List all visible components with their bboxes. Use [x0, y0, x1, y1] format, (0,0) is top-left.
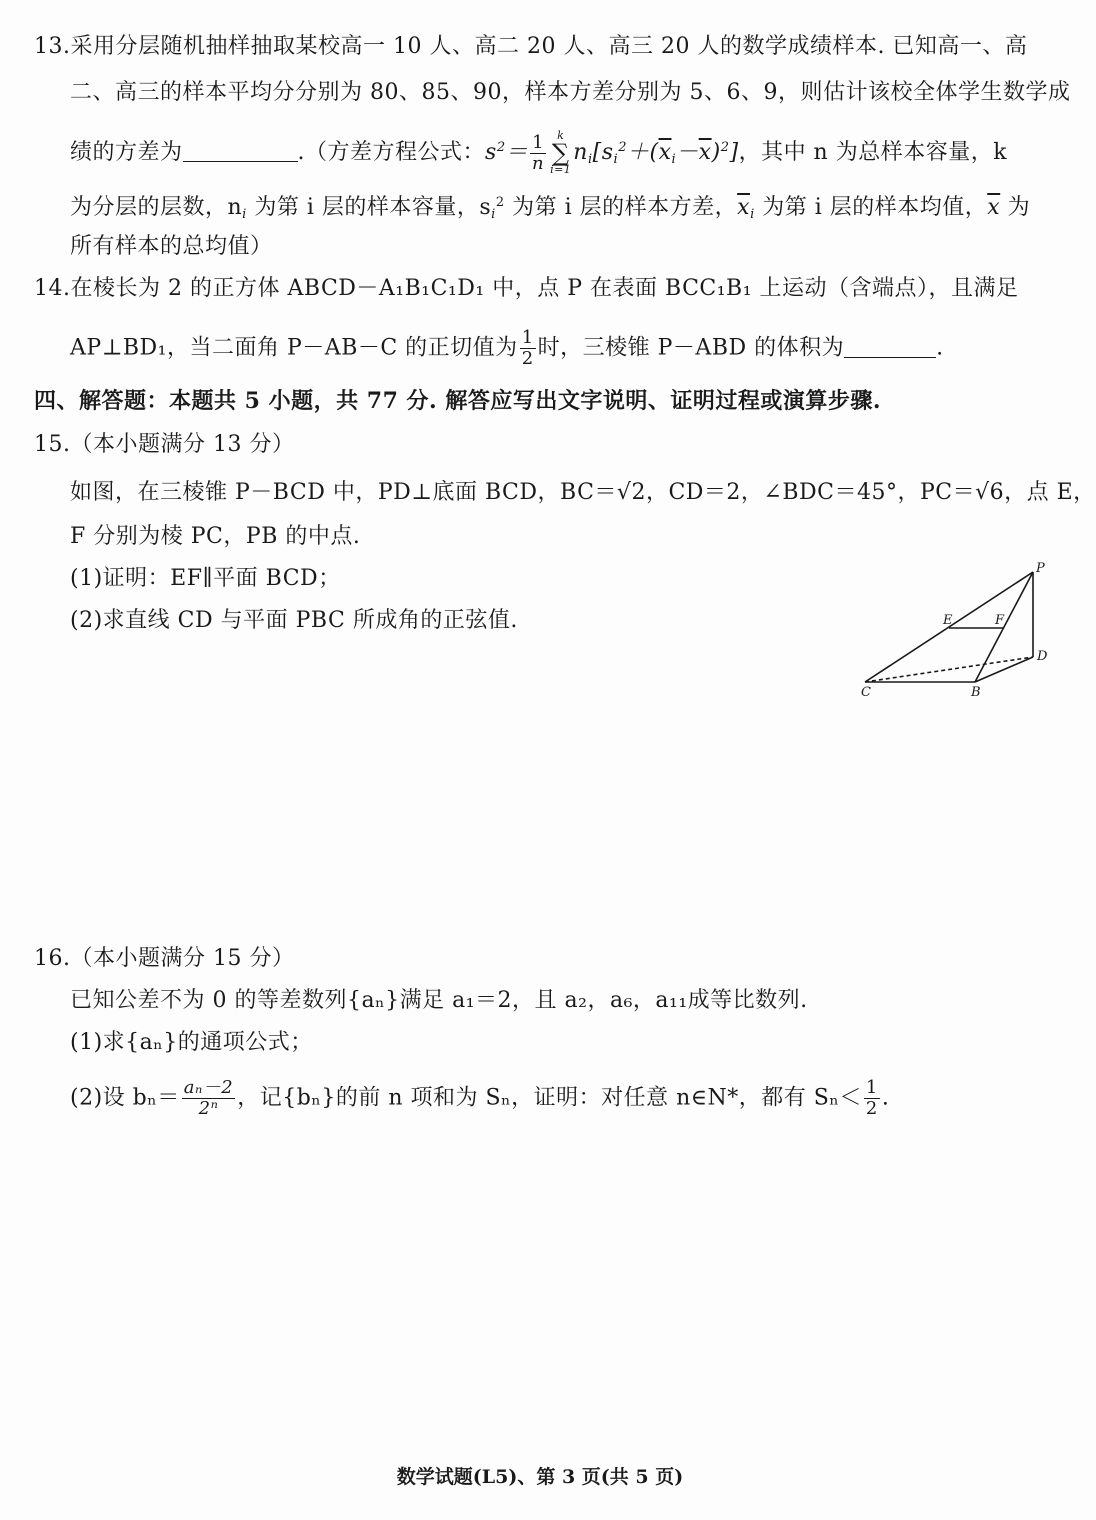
x-bar: $\overline{x}$ — [987, 195, 1001, 220]
q13-text-4e: 为 — [1000, 195, 1031, 220]
q14-line1 — [34, 274, 1019, 304]
formula-body: $n_i[s_i^2+(\overline{x}_i-\overline{x})^2]$ — [573, 140, 739, 167]
q13-formula-intro: .（方差方程公式： — [297, 140, 486, 165]
q13-text-3b: ，其中 n 为总样本容量，k — [738, 140, 1008, 165]
label-D: D — [1037, 649, 1048, 664]
section-heading-text: 四、解答题：本题共 5 小题，共 77 分. 解答应写出文字说明、证明过程或演算步骤. — [34, 388, 882, 414]
section-heading — [34, 386, 881, 416]
q16-text-2c: . — [881, 1085, 890, 1111]
label-E: E — [943, 613, 953, 628]
q14-text-1: 在棱长为 2 的正方体 ABCD－A₁B₁C₁D₁ 中，点 P 在表面 BCC₁B₁ 上运动（含端点），且满足 — [70, 276, 1019, 301]
q13-text-3: 绩的方差为 — [70, 140, 183, 165]
q14-number: 14. — [34, 276, 71, 301]
q15-line2 — [70, 522, 360, 552]
q14-answer-blank[interactable] — [844, 335, 936, 358]
q13-text-4c: 为第 i 层的样本方差， — [504, 195, 738, 220]
q14-text-2b: 时，三棱锥 P－ABD 的体积为 — [537, 335, 845, 361]
q13-number: 13. — [34, 34, 71, 59]
edge-CD-hidden — [865, 657, 1033, 682]
formula-sigma: k ∑ i=1 — [550, 129, 572, 176]
q13-line2 — [70, 78, 1070, 108]
q16-header — [34, 944, 294, 974]
q16-part1 — [70, 1028, 313, 1058]
label-F: F — [995, 613, 1005, 628]
q13-text-4d: 为第 i 层的样本均值， — [754, 195, 988, 220]
q13-text-5: 所有样本的总均值） — [70, 234, 273, 259]
sqrt-6: √6 — [975, 480, 1005, 505]
q13-text-4a: 为分层的层数，n — [70, 195, 243, 220]
fraction-bn: $\frac{\text{aₙ－2}}{\text{2ⁿ}}$ — [183, 1077, 234, 1119]
q15-part2 — [70, 606, 518, 636]
fraction-one-half: $\frac{1}{2}$ — [521, 327, 534, 369]
q16-text-2b: ，记{bₙ}的前 n 项和为 Sₙ，证明：对任意 n∈N*，都有 Sₙ＜ — [237, 1085, 862, 1111]
q13-answer-blank[interactable] — [183, 139, 298, 162]
q15-part2-text: (2)求直线 CD 与平面 PBC 所成角的正弦值. — [70, 608, 518, 633]
label-P: P — [1036, 561, 1045, 576]
q15-text-1b: ，CD＝2，∠BDC＝45°，PC＝ — [645, 480, 976, 505]
q14-text-2a: AP⊥BD₁，当二面角 P－AB－C 的正切值为 — [70, 335, 518, 361]
formula-frac-1-n: $\frac{1}{n}$ — [532, 131, 545, 174]
q15-number: 15. — [34, 432, 71, 457]
pyramid-figure — [855, 560, 1055, 700]
formula-s2: $s^2=$ — [485, 140, 529, 165]
q15-part1-text: (1)证明：EF∥平面 BCD； — [70, 566, 341, 591]
q13-text-1: 采用分层随机抽样抽取某校高一 10 人、高二 20 人、高三 20 人的数学成绩样本. 已知高一、高 — [70, 34, 1028, 59]
q16-number: 16. — [34, 946, 71, 971]
label-B: B — [971, 685, 981, 700]
q15-text-1a: 如图，在三棱锥 P－BCD 中，PD⊥底面 BCD，BC＝ — [70, 480, 617, 505]
q13-line4: 为分层的层数，$n_i$ 为第 i 层的样本容量，$s_i^2$ 为第 i 层的样本方差，$\overline{x}_i$ 为第 i 层的样本均值，$\overline{x}$ 为 — [70, 195, 1031, 222]
q14-line2 — [70, 328, 944, 369]
page-footer: 数学试题(L5)、第 3 页(共 5 页) — [396, 1466, 684, 1488]
q14-text-2c: . — [936, 335, 944, 361]
q15-text-2: F 分别为棱 PC，PB 的中点. — [70, 524, 361, 549]
q15-text-1c: ，点 E， — [1004, 480, 1096, 505]
q13-line1 — [34, 32, 1027, 62]
q13-line3 — [70, 130, 1007, 176]
q13-text-4b: 为第 i 层的样本容量，s — [246, 195, 492, 220]
label-C: C — [861, 685, 871, 700]
q15-score: （本小题满分 13 分） — [70, 432, 295, 457]
fraction-one-half-2: $\frac{1}{2}$ — [865, 1077, 878, 1119]
q16-part2 — [70, 1078, 889, 1119]
xi-bar: $\overline{x}$ — [737, 195, 751, 220]
sqrt-2: √2 — [616, 480, 646, 505]
q15-line1 — [70, 478, 1096, 508]
q13-line5 — [70, 232, 273, 262]
q16-part1-text: (1)求{aₙ}的通项公式； — [70, 1030, 313, 1055]
q16-score: （本小题满分 15 分） — [70, 946, 295, 971]
q16-text-1: 已知公差不为 0 的等差数列{aₙ}满足 a₁＝2，且 a₂，a₆，a₁₁成等比数列. — [70, 988, 808, 1013]
q16-text-2a: (2)设 bₙ＝ — [70, 1085, 180, 1111]
q13-text-2: 二、高三的样本平均分分别为 80、85、90，样本方差分别为 5、6、9，则估计该校全体学生数学成 — [70, 80, 1071, 105]
q15-part1 — [70, 564, 341, 594]
q15-header — [34, 430, 294, 460]
q16-line1 — [70, 986, 808, 1016]
